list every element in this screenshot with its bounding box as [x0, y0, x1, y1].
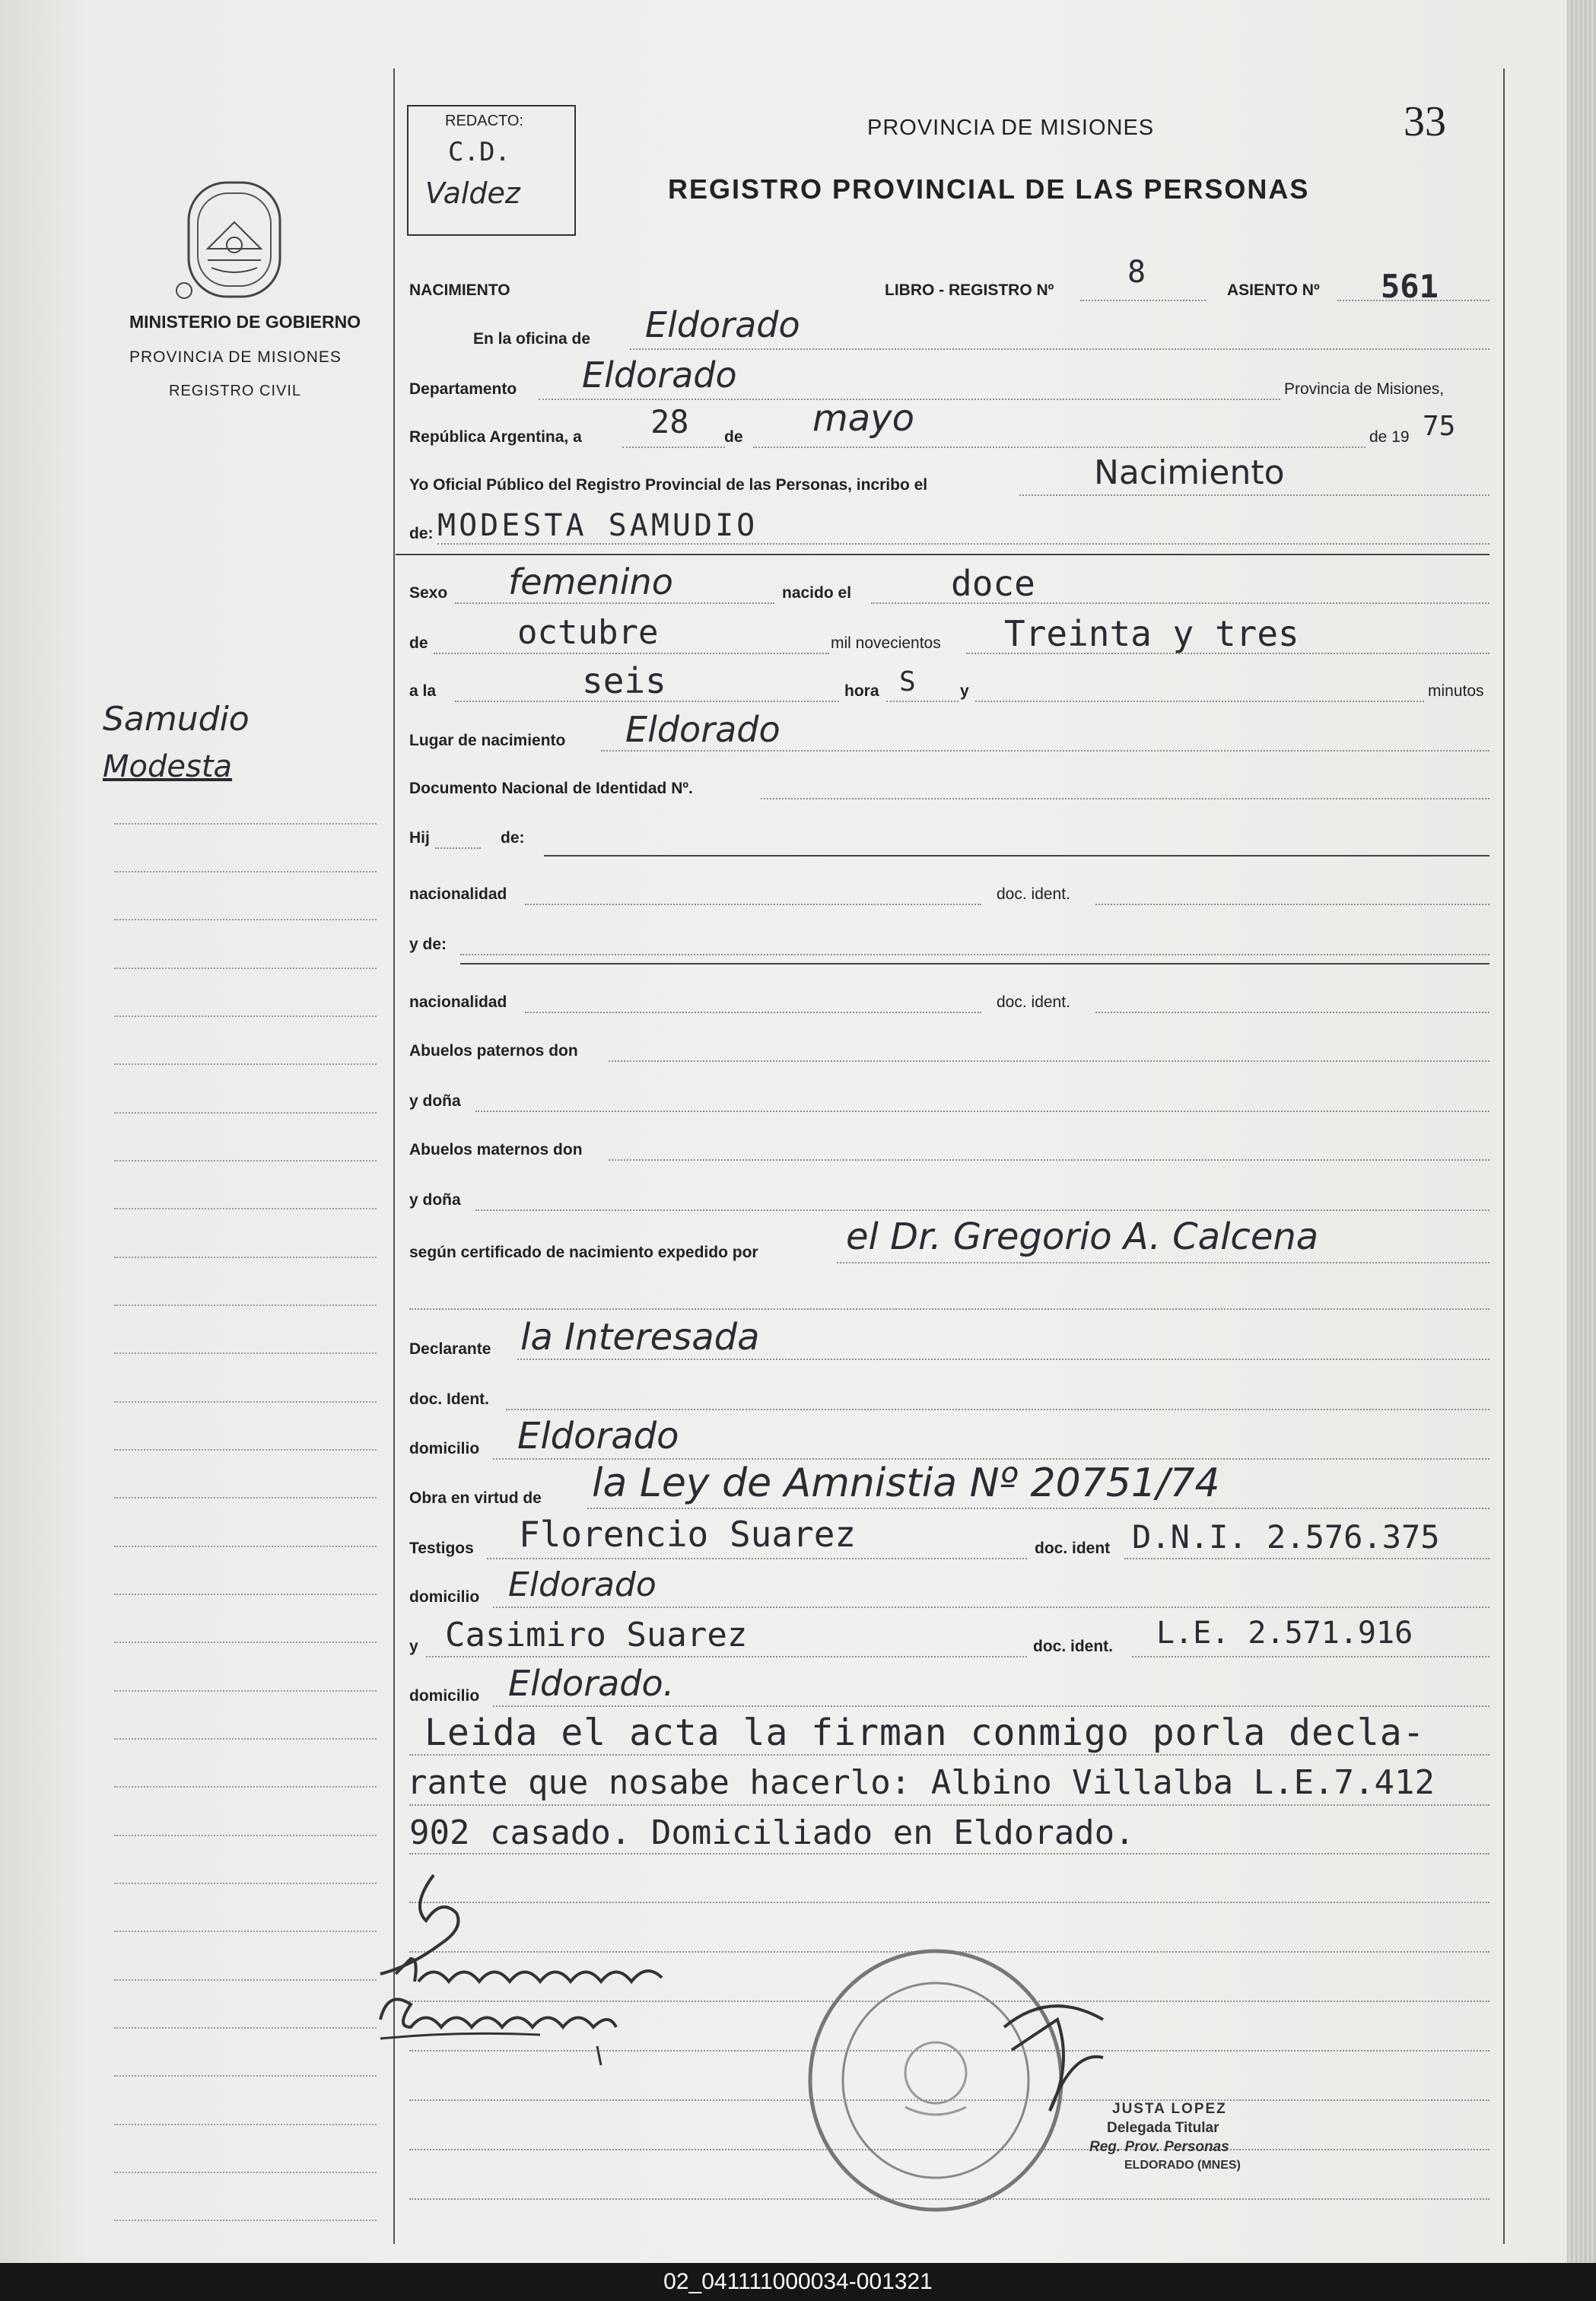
page-title: REGISTRO PROVINCIAL DE LAS PERSONAS — [668, 173, 1310, 205]
sexo-label: Sexo — [409, 584, 448, 602]
declarante-value: la Interesada — [520, 1316, 760, 1359]
y-label: y — [960, 682, 969, 700]
image-caption: 02_041111000034-001321 — [0, 2263, 1596, 2301]
minutos-label: minutos — [1428, 682, 1484, 700]
ydona2-label: y doña — [409, 1191, 461, 1209]
dia-value: 28 — [650, 403, 689, 440]
obra-value: la Ley de Amnistia Nº 20751/74 — [592, 1460, 1220, 1506]
testigo1-value: Florencio Suarez — [519, 1514, 857, 1555]
sexo-value: femenino — [508, 561, 673, 602]
domicilio-label: domicilio — [409, 1440, 480, 1457]
anio-value: 75 — [1423, 411, 1456, 442]
mes-nac-value: octubre — [517, 613, 659, 652]
abuelos-m-label: Abuelos maternos don — [409, 1141, 583, 1158]
oficina-label: En la oficina de — [473, 330, 591, 348]
ministry-label: MINISTERIO DE GOBIERNO — [129, 312, 361, 332]
de-label: de — [724, 428, 743, 446]
testigo2-doc: L.E. 2.571.916 — [1156, 1616, 1413, 1651]
mes-value: mayo — [812, 397, 914, 440]
yde-label: y de: — [409, 936, 447, 953]
de4-label: de: — [501, 829, 525, 847]
testigo2-value: Casimiro Suarez — [445, 1616, 748, 1654]
note-line-1: Leida el acta la firman conmigo porla decla- — [424, 1711, 1426, 1754]
lugar-label: Lugar de nacimiento — [409, 732, 566, 749]
official-stamp-icon — [791, 1936, 1111, 2217]
registry-civil-label: REGISTRO CIVIL — [169, 383, 302, 399]
official-name: JUSTA LOPEZ — [1112, 2101, 1227, 2117]
margin-given-name: Modesta — [103, 749, 233, 784]
certificado-label: según certificado de nacimiento expedido por — [409, 1244, 758, 1261]
asiento-label: ASIENTO Nº — [1227, 281, 1320, 299]
de3-label: de — [409, 634, 428, 652]
obra-label: Obra en virtud de — [409, 1489, 542, 1507]
lugar-value: Eldorado — [625, 709, 781, 750]
oficina-value: Eldorado — [645, 304, 800, 345]
docident-label: doc. ident. — [997, 885, 1070, 903]
docident5-label: doc. ident. — [1033, 1638, 1113, 1655]
record-type-label: NACIMIENTO — [409, 281, 510, 299]
domicilio3-label: domicilio — [409, 1687, 480, 1705]
acto-value: Nacimiento — [1094, 453, 1285, 492]
nacido-label: nacido el — [782, 584, 852, 602]
domicilio2-label: domicilio — [409, 1588, 480, 1606]
official-role: Delegada Titular — [1107, 2120, 1219, 2136]
province-label: PROVINCIA DE MISIONES — [129, 348, 342, 366]
ala-label: a la — [409, 682, 437, 700]
hora-label: hora — [844, 682, 879, 700]
docident2-label: doc. ident. — [997, 993, 1070, 1011]
oficial-text: Yo Oficial Público del Registro Provincial de las Personas, incribo el — [409, 476, 928, 494]
y-testigo-label: y — [409, 1638, 418, 1655]
redacto-initials: C.D. — [448, 137, 510, 167]
provincial-seal-icon — [173, 176, 295, 306]
dni-label: Documento Nacional de Identidad Nº. — [409, 780, 693, 797]
nombre-value: MODESTA SAMUDIO — [437, 508, 758, 543]
anio-nac-value: Treinta y tres — [1004, 613, 1299, 654]
testigos-label: Testigos — [409, 1540, 474, 1557]
republica-label: República Argentina, a — [409, 428, 582, 446]
declarante-label: Declarante — [409, 1340, 491, 1358]
departamento-value: Eldorado — [582, 354, 737, 396]
domicilio-value: Eldorado — [517, 1415, 679, 1457]
nacionalidad-label: nacionalidad — [409, 885, 507, 903]
abuelos-p-label: Abuelos paternos don — [409, 1042, 578, 1060]
provincia-label: Provincia de Misiones, — [1284, 380, 1445, 398]
mil-label: mil novecientos — [831, 634, 941, 652]
redacto-box — [407, 105, 576, 236]
official-place: ELDORADO (MNES) — [1124, 2159, 1241, 2172]
docident3-label: doc. Ident. — [409, 1390, 489, 1408]
domicilio3-value: Eldorado. — [508, 1663, 675, 1704]
page-number: 33 — [1404, 98, 1446, 145]
anio-prefix: de 19 — [1369, 428, 1410, 446]
official-org: Reg. Prov. Personas — [1089, 2139, 1229, 2155]
hij-label: Hij — [409, 829, 430, 847]
testigo1-doc: D.N.I. 2.576.375 — [1132, 1518, 1440, 1556]
nacionalidad2-label: nacionalidad — [409, 993, 507, 1011]
note-line-3: 902 casado. Domiciliado en Eldorado. — [409, 1813, 1135, 1852]
asiento-value: 561 — [1381, 268, 1439, 305]
domicilio2-value: Eldorado — [508, 1565, 657, 1604]
ydona1-label: y doña — [409, 1092, 461, 1110]
libro-value: 8 — [1127, 255, 1146, 290]
departamento-label: Departamento — [409, 380, 517, 398]
certificado-value: el Dr. Gregorio A. Calcena — [846, 1216, 1319, 1258]
redacto-label: REDACTO: — [445, 113, 523, 129]
hora-value: seis — [582, 660, 666, 701]
redacto-name: Valdez — [425, 176, 520, 210]
hora-s: S — [899, 666, 916, 698]
note-line-2: rante que nosabe hacerlo: Albino Villalba L.E.7.412 — [407, 1763, 1435, 1802]
witness-signatures-icon — [365, 1867, 791, 2096]
province-header: PROVINCIA DE MISIONES — [867, 116, 1155, 140]
margin-surname: Samudio — [103, 700, 250, 739]
docident4-label: doc. ident — [1035, 1540, 1111, 1557]
de2-label: de: — [409, 525, 434, 542]
nacido-value: doce — [951, 563, 1035, 604]
libro-label: LIBRO - REGISTRO Nº — [885, 281, 1054, 299]
